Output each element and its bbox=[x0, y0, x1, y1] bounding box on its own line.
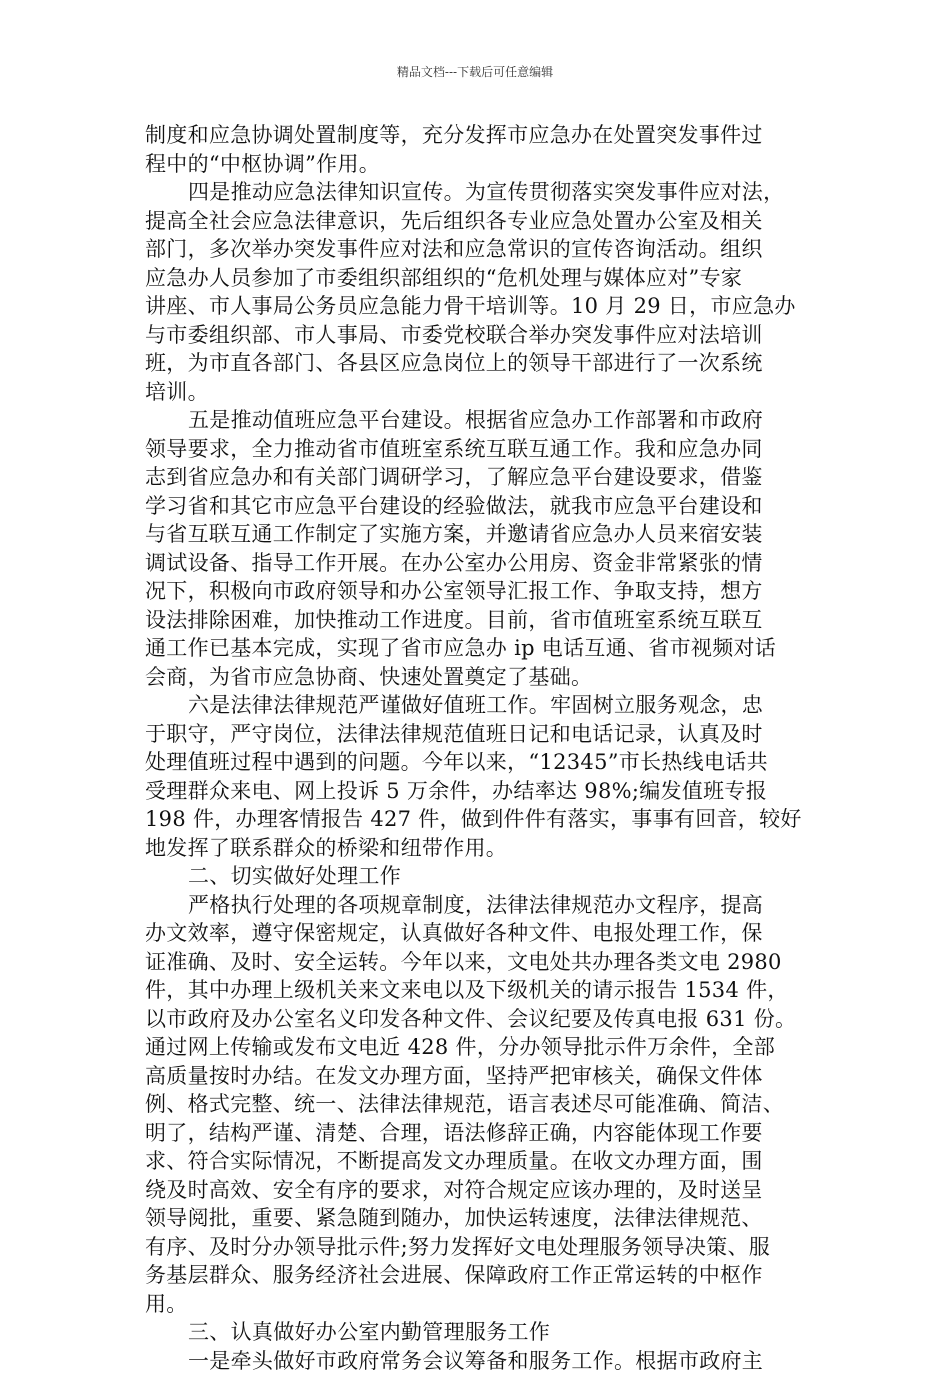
text-line: 讲座、市人事局公务员应急能力骨干培训等。10 月 29 日，市应急办 bbox=[145, 292, 805, 321]
text-line: 以市政府及办公室名义印发各种文件、会议纪要及传真电报 631 份。 bbox=[145, 1005, 805, 1034]
document-body bbox=[145, 121, 805, 1375]
text-line: 培训。 bbox=[145, 378, 805, 407]
text-line: 五是推动值班应急平台建设。根据省应急办工作部署和市政府 bbox=[145, 406, 805, 435]
text-line: 明了，结构严谨、清楚、合理，语法修辞正确，内容能体现工作要 bbox=[145, 1119, 805, 1148]
text-line: 求、符合实际情况，不断提高发文办理质量。在收文办理方面，围 bbox=[145, 1147, 805, 1176]
text-line: 件，其中办理上级机关来文来电以及下级机关的请示报告 1534 件， bbox=[145, 976, 805, 1005]
text-line: 通过网上传输或发布文电近 428 件，分办领导批示件万余件，全部 bbox=[145, 1033, 805, 1062]
text-line: 务基层群众、服务经济社会进展、保障政府工作正常运转的中枢作 bbox=[145, 1261, 805, 1290]
text-line: 高质量按时办结。在发文办理方面，坚持严把审核关，确保文件体 bbox=[145, 1062, 805, 1091]
text-line: 严格执行处理的各项规章制度，法律法律规范办文程序，提高 bbox=[145, 891, 805, 920]
text-line: 程中的“中枢协调”作用。 bbox=[145, 150, 805, 179]
text-line: 提高全社会应急法律意识，先后组织各专业应急处置办公室及相关 bbox=[145, 207, 805, 236]
text-line: 调试设备、指导工作开展。在办公室办公用房、资金非常紧张的情 bbox=[145, 549, 805, 578]
text-line: 与省互联互通工作制定了实施方案，并邀请省应急办人员来宿安装 bbox=[145, 520, 805, 549]
text-line: 班，为市直各部门、各县区应急岗位上的领导干部进行了一次系统 bbox=[145, 349, 805, 378]
text-line: 会商，为省市应急协商、快速处置奠定了基础。 bbox=[145, 663, 805, 692]
text-line: 学习省和其它市应急平台建设的经验做法，就我市应急平台建设和 bbox=[145, 492, 805, 521]
text-line: 于职守，严守岗位，法律法律规范值班日记和电话记录，认真及时 bbox=[145, 720, 805, 749]
text-line: 三、认真做好办公室内勤管理服务工作 bbox=[145, 1318, 805, 1347]
text-line: 用。 bbox=[145, 1290, 805, 1319]
text-line: 证准确、及时、安全运转。今年以来，文电处共办理各类文电 2980 bbox=[145, 948, 805, 977]
text-line: 有序、及时分办领导批示件;努力发挥好文电处理服务领导决策、服 bbox=[145, 1233, 805, 1262]
text-line: 设法排除困难，加快推动工作进度。目前，省市值班室系统互联互 bbox=[145, 606, 805, 635]
text-line: 领导要求，全力推动省市值班室系统互联互通工作。我和应急办同 bbox=[145, 435, 805, 464]
text-line: 与市委组织部、市人事局、市委党校联合举办突发事件应对法培训 bbox=[145, 321, 805, 350]
text-line: 六是法律法律规范严谨做好值班工作。牢固树立服务观念，忠 bbox=[145, 691, 805, 720]
text-line: 领导阅批，重要、紧急随到随办，加快运转速度，法律法律规范、 bbox=[145, 1204, 805, 1233]
text-line: 通工作已基本完成，实现了省市应急办 ip 电话互通、省市视频对话 bbox=[145, 634, 805, 663]
text-line: 志到省应急办和有关部门调研学习，了解应急平台建设要求，借鉴 bbox=[145, 463, 805, 492]
text-line: 办文效率，遵守保密规定，认真做好各种文件、电报处理工作，保 bbox=[145, 919, 805, 948]
text-line: 受理群众来电、网上投诉 5 万余件，办结率达 98%;编发值班专报 bbox=[145, 777, 805, 806]
text-line: 绕及时高效、安全有序的要求，对符合规定应该办理的，及时送呈 bbox=[145, 1176, 805, 1205]
text-line: 二、切实做好处理工作 bbox=[145, 862, 805, 891]
text-line: 地发挥了联系群众的桥梁和纽带作用。 bbox=[145, 834, 805, 863]
text-line: 例、格式完整、统一、法律法律规范，语言表述尽可能准确、简洁、 bbox=[145, 1090, 805, 1119]
text-line: 应急办人员参加了市委组织部组织的“危机处理与媒体应对”专家 bbox=[145, 264, 805, 293]
text-line: 处理值班过程中遇到的问题。今年以来，“12345”市长热线电话共 bbox=[145, 748, 805, 777]
text-line: 198 件，办理客情报告 427 件，做到件件有落实，事事有回音，较好 bbox=[145, 805, 805, 834]
text-line: 况下，积极向市政府领导和办公室领导汇报工作、争取支持，想方 bbox=[145, 577, 805, 606]
text-line: 一是牵头做好市政府常务会议筹备和服务工作。根据市政府主 bbox=[145, 1347, 805, 1375]
text-line: 四是推动应急法律知识宣传。为宣传贯彻落实突发事件应对法， bbox=[145, 178, 805, 207]
text-line: 部门，多次举办突发事件应对法和应急常识的宣传咨询活动。组织 bbox=[145, 235, 805, 264]
text-line: 制度和应急协调处置制度等，充分发挥市应急办在处置突发事件过 bbox=[145, 121, 805, 150]
page-header: 精品文档---下载后可任意编辑 bbox=[0, 64, 950, 80]
